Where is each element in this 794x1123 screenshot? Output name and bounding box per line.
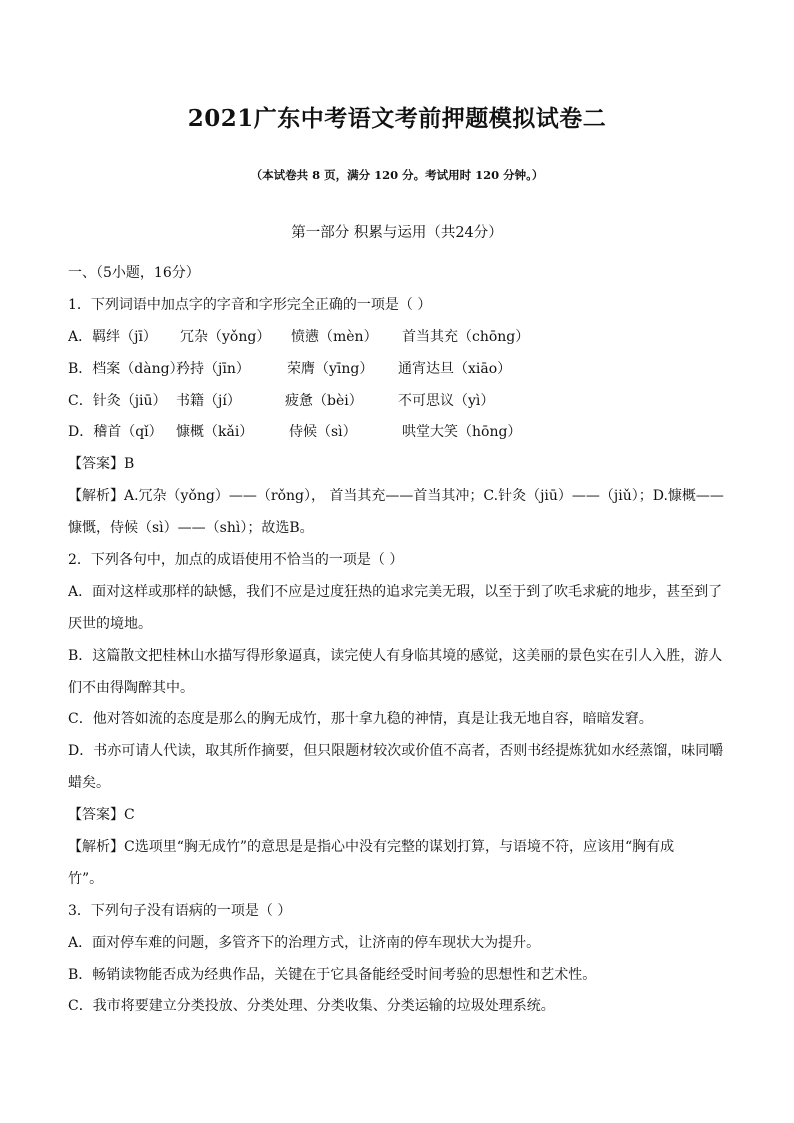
q2-analysis-cont: 竹”。 — [68, 870, 104, 887]
section-heading: 一、（5小题，16分） — [68, 265, 200, 281]
q1-d-item: D．稽首（qǐ） — [68, 424, 163, 441]
q1-d-item: 慷概（kǎi） — [176, 424, 254, 441]
q1-c-item: 疲惫（bèi） — [285, 392, 363, 409]
analysis-text: A.冗杂（yǒng）——（rǒng）， 首当其充——首当其冲；C.针灸（jiū）——（jiǔ）；D.慷概—— — [124, 488, 724, 505]
q1-d-item: 哄堂大笑（hōng） — [402, 424, 522, 441]
q1-option-a — [68, 322, 728, 354]
q1-d-item: 侍候（sì） — [289, 424, 357, 441]
answer-label: 【答案】 — [68, 456, 124, 473]
answer-value: C — [124, 807, 135, 824]
q1-a-item: 愤懑（mèn） — [291, 328, 378, 345]
exam-title: 2021广东中考语文考前押题模拟试卷二 — [187, 105, 607, 132]
analysis-label: 【解析】 — [68, 839, 124, 856]
q1-b-item: B．档案（dàng） — [68, 360, 184, 377]
q1-c-item: 不可思议（yì） — [398, 392, 495, 409]
q2-option-d-cont: 蜡矣。 — [68, 775, 110, 792]
part-heading: 第一部分 积累与运用（共24分） — [291, 225, 503, 241]
exam-body — [68, 258, 728, 1023]
q1-stem: 1．下列词语中加点字的字音和字形完全正确的一项是（ ） — [68, 296, 432, 313]
q3-option-c: C．我市将要建立分类投放、分类处理、分类收集、分类运输的垃圾处理系统。 — [68, 998, 555, 1015]
q1-b-item: 荣膺（yīng） — [287, 360, 374, 377]
analysis-label: 【解析】 — [68, 488, 124, 505]
q2-analysis — [68, 832, 728, 864]
q1-b-item: 矜持（jīn） — [176, 360, 250, 377]
q1-a-item: 冗杂（yǒng） — [180, 328, 271, 345]
q1-analysis-cont: 慷慨，侍候（sì）——（shì）；故选B。 — [68, 520, 314, 537]
q1-c-item: 书籍（jí） — [176, 392, 241, 409]
q2-option-b-cont: 们不由得陶醉其中。 — [68, 679, 194, 696]
q2-answer — [68, 800, 728, 832]
q1-option-d — [68, 417, 728, 449]
q1-a-item: 首当其充（chōng） — [402, 328, 530, 345]
q2-option-a-cont: 厌世的境地。 — [68, 615, 152, 632]
q3-option-b: B．畅销读物能否成为经典作品，关键在于它具备能经受时间考验的思想性和艺术性。 — [68, 966, 597, 983]
answer-label: 【答案】 — [68, 807, 124, 824]
q1-analysis — [68, 481, 728, 513]
q3-stem: 3．下列句子没有语病的一项是（ ） — [68, 902, 292, 919]
q3-option-a: A．面对停车难的问题，多管齐下的治理方式，让济南的停车现状大为提升。 — [68, 934, 541, 951]
q2-option-d: D．书亦可请人代读，取其所作摘要，但只限题材较次或价值不高者，否则书经提炼犹如水经蒸馏，味同嚼 — [68, 743, 724, 760]
q1-answer — [68, 449, 728, 481]
q2-stem: 2．下列各句中，加点的成语使用不恰当的一项是（ ） — [68, 552, 404, 569]
q1-b-item: 通宵达旦（xiāo） — [398, 360, 512, 377]
q2-option-a: A．面对这样或那样的缺憾，我们不应是过度狂热的追求完美无瑕，以至于到了吹毛求疵的地步，甚至到了 — [68, 583, 723, 600]
exam-subtitle: （本试卷共 8 页，满分 120 分。考试用时 120 分钟。） — [250, 168, 544, 182]
q1-c-item: C．针灸（jiū） — [68, 392, 167, 409]
q1-option-b — [68, 354, 728, 386]
q2-option-c: C．他对答如流的态度是那么的胸无成竹，那十拿九稳的神情，真是让我无地自容，暗暗发窘。 — [68, 711, 653, 728]
q1-a-item: A．羁绊（jī） — [68, 328, 157, 345]
q1-option-c — [68, 386, 728, 418]
q2-option-b: B．这篇散文把桂林山水描写得形象逼真，读完使人有身临其境的感觉，这美丽的景色实在引人入胜，游人 — [68, 647, 723, 664]
analysis-text: C选项里“胸无成竹”的意思是是指心中没有完整的谋划打算，与语境不符，应该用“胸有成 — [124, 839, 675, 856]
answer-value: B — [124, 456, 135, 473]
